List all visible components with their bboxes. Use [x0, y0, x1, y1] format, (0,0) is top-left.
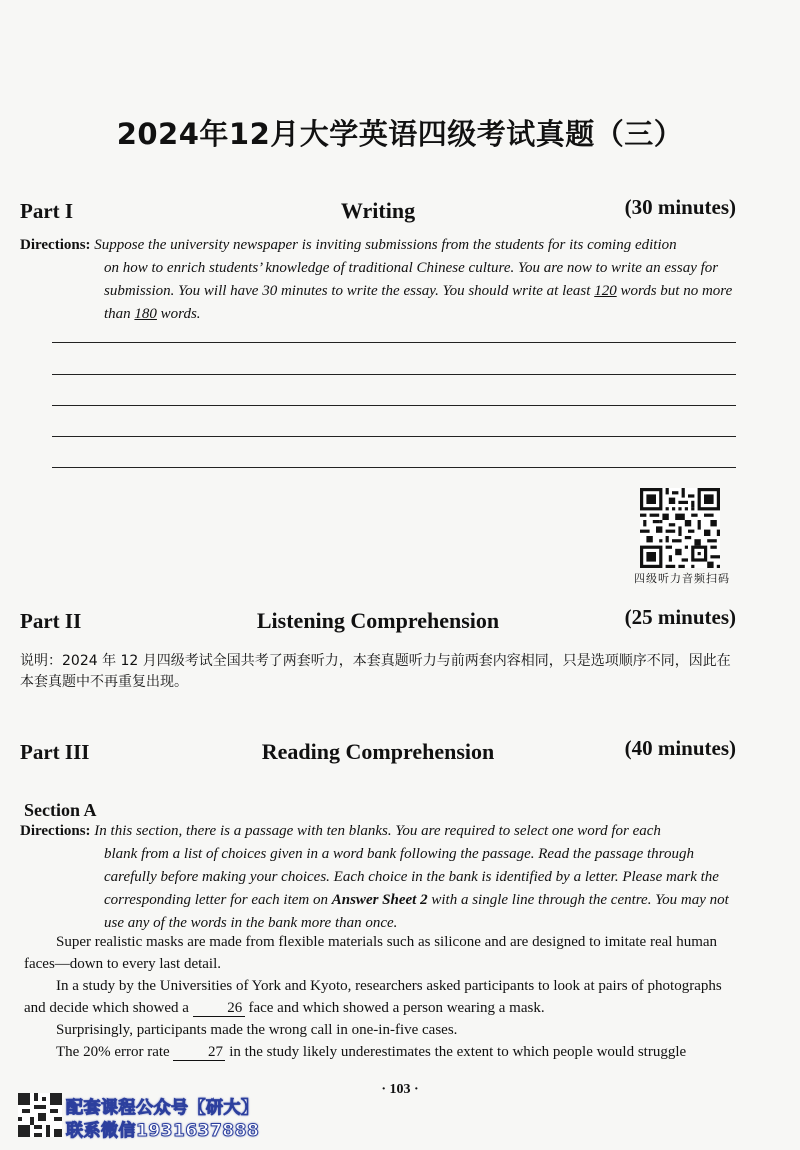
passage-text: in the study likely underestimates the extent to which people would struggle	[225, 1044, 687, 1060]
answer-sheet-ref: Answer Sheet 2	[331, 892, 428, 908]
passage-paragraph-4	[24, 1041, 740, 1063]
promo-qr-icon	[18, 1093, 62, 1137]
max-words: 180	[134, 306, 157, 322]
writing-line	[52, 342, 736, 343]
passage-paragraph-3: Surprisingly, participants made the wrong call in one-in-five cases.	[56, 1022, 458, 1038]
passage-text: face and which showed a person wearing a mask.	[244, 1000, 545, 1016]
part1-time: (30 minutes)	[624, 195, 736, 219]
passage-paragraph-1: Super realistic masks are made from flexible materials such as silicone and are designed to imitate real human faces—down to every last detail.	[24, 934, 718, 972]
part2-time: (25 minutes)	[624, 605, 736, 629]
qr-caption: 四级听力音频扫码	[634, 572, 730, 585]
part1-label: Part I	[20, 199, 74, 223]
promo-watermark[interactable]	[18, 1091, 318, 1141]
part2-label: Part II	[20, 609, 82, 633]
part1-name: Writing	[340, 198, 416, 223]
passage-text: The 20% error rate	[56, 1044, 174, 1060]
part3-name: Reading Comprehension	[261, 739, 495, 764]
part3-label: Part III	[20, 740, 90, 764]
blank-27[interactable]: 27	[173, 1044, 225, 1061]
directions-text-b: with a single line through the centre. You may not use any of the words in the bank more than once.	[104, 892, 729, 931]
promo-line-1: 配套课程公众号【研大】	[66, 1098, 259, 1118]
min-words: 120	[594, 283, 617, 299]
part1-header	[20, 190, 736, 224]
part2-header	[20, 600, 736, 634]
directions-label: Directions:	[20, 237, 91, 253]
page-title: 2024年12月大学英语四级考试真题（三）	[116, 117, 684, 151]
part3-header	[20, 731, 736, 765]
directions-text-c: words.	[156, 306, 201, 322]
section-title: Section A	[24, 800, 97, 820]
part1-directions	[20, 234, 740, 326]
directions-label: Directions:	[20, 823, 91, 839]
part3-directions	[20, 820, 740, 935]
directions-line1: In this section, there is a passage with ten blanks. You are required to select one word for each	[94, 823, 661, 839]
blank-26[interactable]: 26	[193, 1000, 245, 1017]
part3-time: (40 minutes)	[624, 736, 736, 760]
qr-code-icon[interactable]	[640, 488, 720, 568]
writing-line	[52, 467, 736, 468]
part2-name: Listening Comprehension	[256, 608, 500, 633]
promo-line-2: 联系微信1931637888	[66, 1121, 260, 1141]
passage-text: In a study by the Universities of York and Kyoto, researchers asked participants to look at pairs of photographs and decide which showed a	[24, 978, 722, 1016]
writing-line	[52, 374, 736, 375]
directions-text-b: words but no more than	[104, 283, 733, 322]
directions-line1: Suppose the university newspaper is inviting submissions from the students for its coming edition	[94, 237, 677, 253]
passage-paragraph-2	[24, 975, 740, 1019]
directions-text-a: on how to enrich students’ knowledge of traditional Chinese culture. You are now to write an essay for submission. You will have 30 minutes to write the essay. You should write at least	[104, 260, 719, 299]
passage	[24, 931, 740, 1063]
page-number: · 103 ·	[381, 1082, 419, 1097]
writing-line	[52, 405, 736, 406]
directions-text-a: blank from a list of choices given in a word bank following the passage. Read the passage through carefully before making your choices. Each choice in the bank is identified by a letter. Please mark the corresponding letter for each item on	[104, 846, 719, 908]
writing-line	[52, 436, 736, 437]
part2-note: 说明：2024 年 12 月四级考试全国共考了两套听力，本套真题听力与前两套内容相同，只是选项顺序不同，因此在本套真题中不再重复出现。	[20, 653, 731, 690]
